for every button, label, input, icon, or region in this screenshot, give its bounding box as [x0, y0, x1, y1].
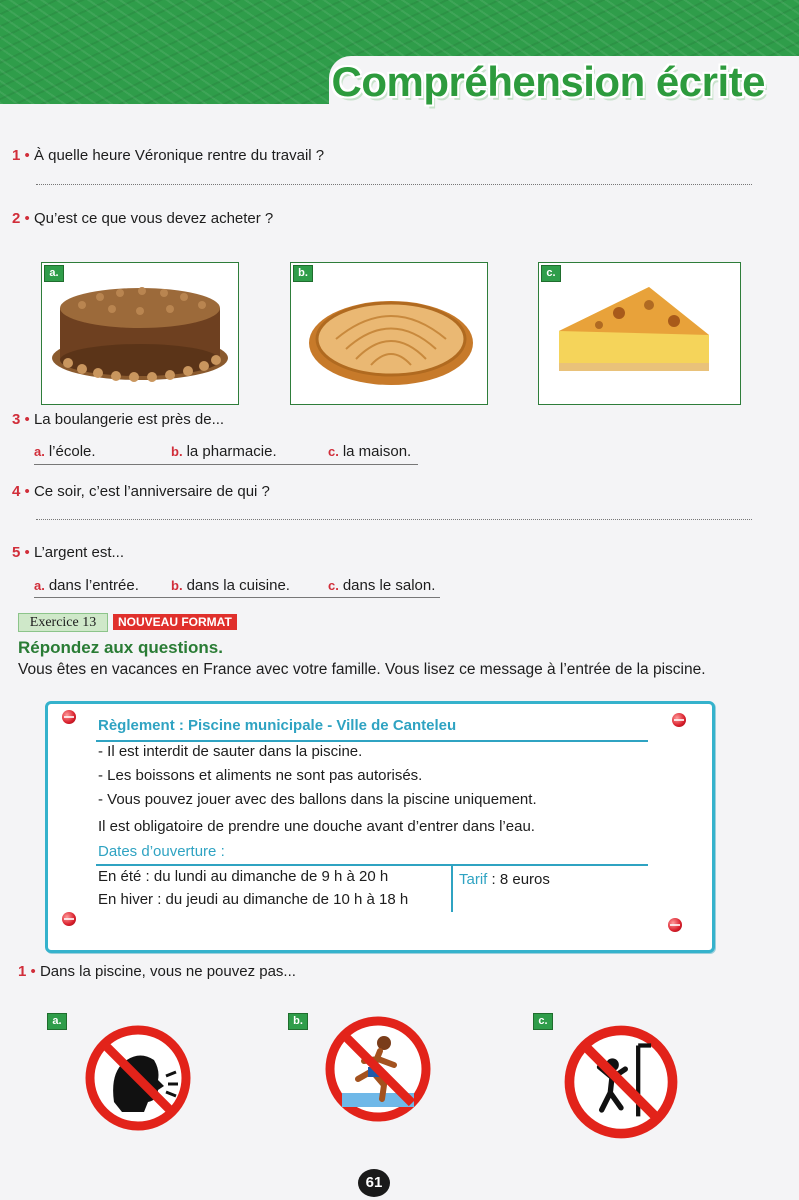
dates-rule — [96, 864, 648, 866]
answer-line[interactable] — [36, 184, 752, 185]
page-title: Compréhension écrite — [331, 58, 765, 105]
notice-title: Règlement : Piscine municipale - Ville de Canteleu — [98, 717, 457, 734]
option-letter: a. — [47, 1013, 67, 1030]
option-c[interactable] — [328, 443, 411, 460]
bullet-dot: • — [24, 544, 30, 561]
question-text: À quelle heure Véronique rentre du travail ? — [33, 147, 325, 164]
option-text: l’école. — [48, 443, 96, 460]
option-underline — [34, 464, 418, 465]
question-number: 4 — [12, 483, 21, 500]
question-1 — [12, 147, 324, 164]
exercise-label: Exercice 13 — [18, 613, 108, 632]
option-c-image[interactable] — [538, 262, 741, 405]
chocolate-cake-icon — [42, 263, 238, 404]
bullet-dot: • — [24, 483, 30, 500]
flan-slice-icon — [539, 263, 740, 404]
obligation-text: Il est obligatoire de prendre une douche avant d’entrer dans l’eau. — [98, 818, 535, 835]
option-underline — [34, 597, 440, 598]
pin-icon — [668, 918, 682, 932]
option-letter: c. — [328, 444, 339, 459]
no-shouting-sign-icon[interactable] — [84, 1024, 192, 1132]
pool-question — [18, 963, 296, 980]
opening-dates-title: Dates d’ouverture : — [98, 843, 225, 860]
bullet-dot: • — [24, 210, 30, 227]
bullet-dot: • — [30, 963, 36, 980]
exercise-context: Vous êtes en vacances en France avec votre famille. Vous lisez ce message à l’entrée de la piscine. — [18, 661, 706, 678]
option-text: dans la cuisine. — [186, 577, 290, 594]
option-a[interactable] — [34, 577, 139, 594]
option-letter: c. — [541, 265, 561, 282]
option-letter: a. — [44, 265, 64, 282]
question-number: 1 — [18, 963, 27, 980]
tarif-value: : 8 euros — [487, 871, 550, 888]
answer-line[interactable] — [36, 519, 752, 520]
option-letter: b. — [293, 265, 313, 282]
option-letter: a. — [34, 578, 45, 593]
tarif — [459, 871, 550, 888]
question-text: Dans la piscine, vous ne pouvez pas... — [39, 963, 296, 980]
option-letter: c. — [533, 1013, 553, 1030]
apple-tart-icon — [291, 263, 487, 404]
option-text: la pharmacie. — [186, 443, 277, 460]
question-3 — [12, 411, 224, 428]
winter-hours: En hiver : du jeudi au dimanche de 10 h à 18 h — [98, 891, 409, 908]
option-letter: b. — [288, 1013, 308, 1030]
option-b[interactable] — [171, 443, 277, 460]
bullet-dot: • — [24, 411, 30, 428]
rule-2: - Les boissons et aliments ne sont pas autorisés. — [98, 767, 423, 784]
tarif-label: Tarif — [459, 871, 488, 888]
option-b-image[interactable] — [290, 262, 488, 405]
option-text: dans l’entrée. — [48, 577, 139, 594]
pin-icon — [62, 912, 76, 926]
exercise-instruction: Répondez aux questions. — [18, 638, 223, 657]
rule-1: - Il est interdit de sauter dans la piscine. — [98, 743, 363, 760]
option-letter: b. — [171, 444, 183, 459]
column-divider — [451, 865, 453, 912]
pin-icon — [62, 710, 76, 724]
question-number: 2 — [12, 210, 21, 227]
bullet-dot: • — [24, 147, 30, 164]
option-letter: c. — [328, 578, 339, 593]
question-number: 3 — [12, 411, 21, 428]
question-text: Qu’est ce que vous devez acheter ? — [33, 210, 274, 227]
title-rule — [96, 740, 648, 742]
question-2 — [12, 210, 273, 227]
option-b[interactable] — [171, 577, 290, 594]
question-4 — [12, 483, 270, 500]
question-text: Ce soir, c’est l’anniversaire de qui ? — [33, 483, 270, 500]
pin-icon — [672, 713, 686, 727]
no-running-sign-icon[interactable] — [324, 1015, 432, 1123]
option-a[interactable] — [34, 443, 96, 460]
option-a-image[interactable] — [41, 262, 239, 405]
question-text: L’argent est... — [33, 544, 125, 561]
rule-3: - Vous pouvez jouer avec des ballons dans la piscine uniquement. — [98, 791, 537, 808]
summer-hours: En été : du lundi au dimanche de 9 h à 20 h — [98, 868, 389, 885]
question-number: 1 — [12, 147, 21, 164]
question-5 — [12, 544, 124, 561]
question-text: La boulangerie est près de... — [33, 411, 225, 428]
option-c[interactable] — [328, 577, 435, 594]
option-text: dans le salon. — [342, 577, 436, 594]
option-letter: a. — [34, 444, 45, 459]
question-number: 5 — [12, 544, 21, 561]
new-format-badge: NOUVEAU FORMAT — [113, 614, 237, 630]
option-text: la maison. — [342, 443, 412, 460]
no-jumping-sign-icon[interactable] — [560, 1024, 682, 1140]
option-letter: b. — [171, 578, 183, 593]
page-number: 61 — [358, 1169, 390, 1197]
